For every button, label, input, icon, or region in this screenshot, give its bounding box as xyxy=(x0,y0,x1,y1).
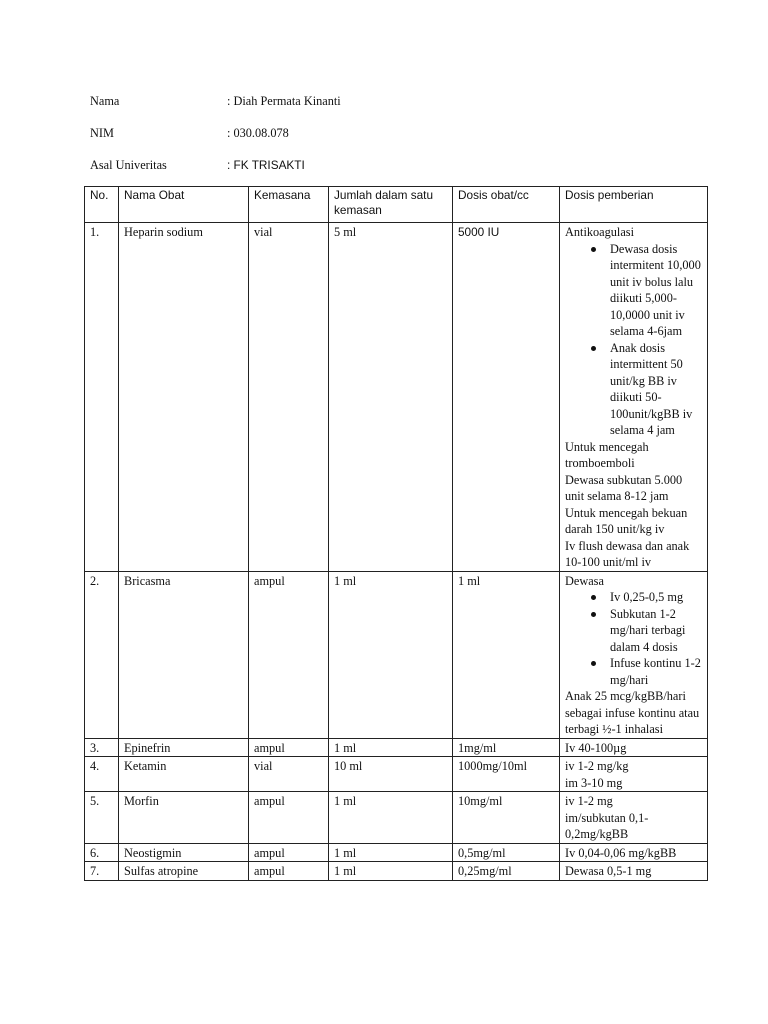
admin-intro: Dewasa xyxy=(565,573,604,588)
admin-bullet-list xyxy=(565,241,703,439)
admin-line: Dewasa 0,5-1 mg xyxy=(565,864,652,878)
row-packaging: ampul xyxy=(249,792,329,844)
row-administration xyxy=(560,792,708,844)
row-packaging: ampul xyxy=(249,843,329,862)
row-drug-name: Heparin sodium xyxy=(119,223,249,572)
university-value: : FK TRISAKTI xyxy=(227,158,305,172)
row-drug-name: Neostigmin xyxy=(119,843,249,862)
header-no: No. xyxy=(85,187,119,223)
university-label: Asal Univeritas xyxy=(90,158,167,172)
admin-bullet-list xyxy=(565,589,703,688)
nim-value: : 030.08.078 xyxy=(227,126,289,140)
admin-line: Iv flush dewasa dan anak 10-100 unit/ml iv xyxy=(565,538,690,569)
admin-line: iv 1-2 mg xyxy=(565,794,613,808)
nim-label: NIM xyxy=(90,126,114,140)
row-no: 4. xyxy=(85,757,119,792)
row-no: 1. xyxy=(85,223,119,572)
admin-line: Anak 25 mcg/kgBB/hari sebagai infuse kontinu atau terbagi ½-1 inhalasi xyxy=(565,689,700,736)
header-administration: Dosis pemberian xyxy=(560,187,708,223)
admin-line: im 3-10 mg xyxy=(565,775,623,790)
row-no: 7. xyxy=(85,862,119,881)
table-row xyxy=(85,862,708,881)
row-dose: 0,25mg/ml xyxy=(453,862,560,881)
row-packaging: vial xyxy=(249,757,329,792)
row-amount: 1 ml xyxy=(329,843,453,862)
row-no: 2. xyxy=(85,571,119,738)
table-row xyxy=(85,757,708,792)
row-amount: 1 ml xyxy=(329,862,453,881)
row-dose: 5000 IU xyxy=(453,223,560,572)
row-no: 5. xyxy=(85,792,119,844)
row-dose: 1 ml xyxy=(453,571,560,738)
admin-line: Untuk mencegah tromboemboli xyxy=(565,439,649,470)
row-administration xyxy=(560,571,708,738)
name-value: : Diah Permata Kinanti xyxy=(227,94,341,108)
header-dose: Dosis obat/cc xyxy=(453,187,560,223)
row-amount: 10 ml xyxy=(329,757,453,792)
row-dose: 0,5mg/ml xyxy=(453,843,560,862)
admin-intro: Antikoagulasi xyxy=(565,225,634,239)
admin-line: Untuk mencegah bekuan darah 150 unit/kg iv xyxy=(565,505,688,536)
row-packaging: ampul xyxy=(249,738,329,757)
admin-bullet: Subkutan 1-2 mg/hari terbagi dalam 4 dosis xyxy=(610,606,703,656)
admin-bullet: Infuse kontinu 1-2 mg/hari xyxy=(610,655,703,688)
row-administration xyxy=(560,843,708,862)
row-amount: 1 ml xyxy=(329,738,453,757)
header-packaging: Kemasana xyxy=(249,187,329,223)
drug-table xyxy=(84,186,708,881)
name-label: Nama xyxy=(90,94,120,108)
admin-line: Iv 40-100µg xyxy=(565,740,627,755)
header-drug-name: Nama Obat xyxy=(119,187,249,223)
row-no: 6. xyxy=(85,843,119,862)
row-dose: 1000mg/10ml xyxy=(453,757,560,792)
row-drug-name: Sulfas atropine xyxy=(119,862,249,881)
row-no: 3. xyxy=(85,738,119,757)
table-row xyxy=(85,223,708,572)
row-packaging: ampul xyxy=(249,571,329,738)
row-dose: 10mg/ml xyxy=(453,792,560,844)
admin-line: iv 1-2 mg/kg xyxy=(565,759,629,773)
row-amount: 5 ml xyxy=(329,223,453,572)
row-amount: 1 ml xyxy=(329,792,453,844)
table-header-row xyxy=(85,187,708,223)
row-administration xyxy=(560,757,708,792)
table-row xyxy=(85,792,708,844)
row-administration xyxy=(560,738,708,757)
admin-bullet: Dewasa dosis intermitent 10,000 unit iv bolus lalu diikuti 5,000-10,0000 unit iv selama 4-6jam xyxy=(610,241,703,340)
header-amount: Jumlah dalam satu kemasan xyxy=(329,187,453,223)
admin-line: Dewasa subkutan 5.000 unit selama 8-12 jam xyxy=(565,472,683,503)
row-administration xyxy=(560,862,708,881)
row-drug-name: Epinefrin xyxy=(119,738,249,757)
row-dose: 1mg/ml xyxy=(453,738,560,757)
table-row xyxy=(85,738,708,757)
row-drug-name: Ketamin xyxy=(119,757,249,792)
table-row xyxy=(85,843,708,862)
row-packaging: ampul xyxy=(249,862,329,881)
admin-bullet: Iv 0,25-0,5 mg xyxy=(610,589,703,606)
admin-line: im/subkutan 0,1-0,2mg/kgBB xyxy=(565,810,649,841)
row-drug-name: Bricasma xyxy=(119,571,249,738)
table-row xyxy=(85,571,708,738)
row-drug-name: Morfin xyxy=(119,792,249,844)
row-amount: 1 ml xyxy=(329,571,453,738)
admin-line: Iv 0,04-0,06 mg/kgBB xyxy=(565,845,677,860)
row-administration xyxy=(560,223,708,572)
row-packaging: vial xyxy=(249,223,329,572)
admin-bullet: Anak dosis intermittent 50 unit/kg BB iv diikuti 50-100unit/kgBB iv selama 4 jam xyxy=(610,340,703,439)
